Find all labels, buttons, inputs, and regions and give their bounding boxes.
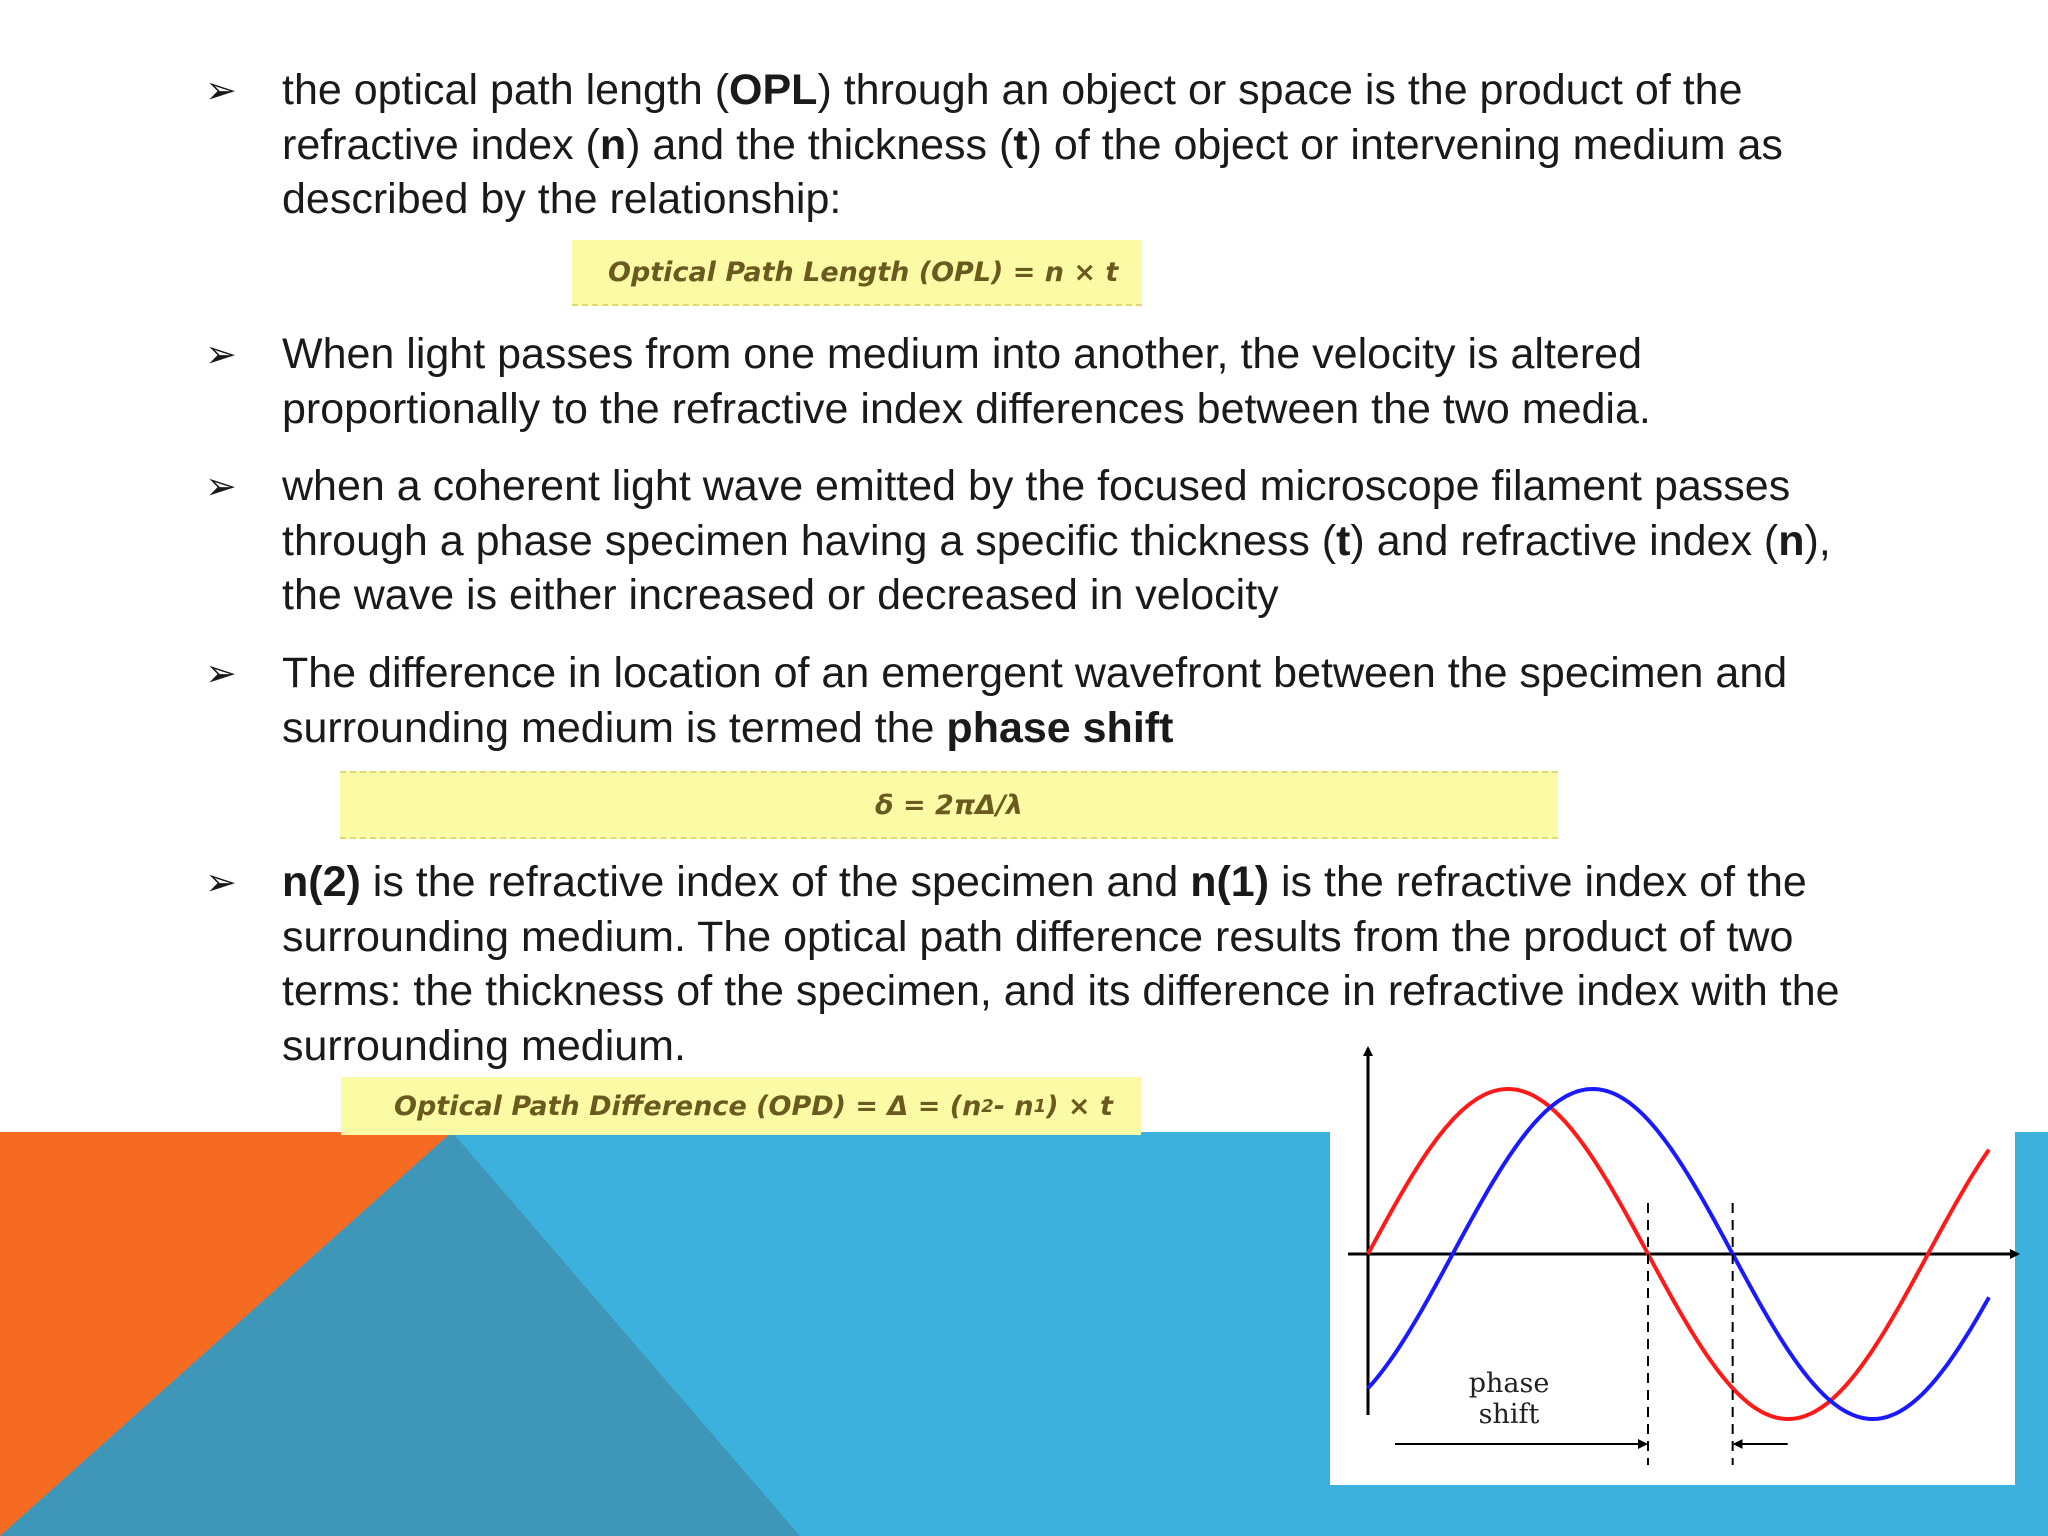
bullet-text-segment: ) and the thickness ( [626,120,1014,169]
bullet-text [282,459,1865,623]
bullet-text-segment: ) of the object or intervening medium as described by the relationship: [282,120,1783,223]
bullet-text-segment: the optical path length ( [282,66,730,114]
phase-shift-label-line2: shift [1478,1399,1540,1430]
bullet-text [282,327,1865,436]
bullet-arrow-icon: ➢ [205,464,237,508]
bullet-text-segment: The difference in location of an emergent wavefront between the specimen and surrounding medium is termed the [282,649,1788,752]
bullet-arrow-icon: ➢ [205,651,237,695]
bullet-text [282,63,1865,227]
phase-shift-label-line1: phase [1468,1368,1550,1399]
bullet-text-segment: ) through an object or space is the product of the refractive index ( [282,66,1743,169]
bullet-text-segment: t [1336,516,1351,565]
bullet-text-segment: When light passes from one medium into another, the velocity is altered proportionally to the refractive index differences between the two media. [282,330,1651,433]
bullet-text-segment: n [599,120,627,169]
bullet-text-segment: is the refractive index of the surrounding medium. The optical path difference results from the product of two terms: the thickness of the specimen, and its difference in refractive index with the surrounding medium. [282,858,1840,1070]
opd-formula-prefix: Optical Path Difference (OPD) = Δ = (n [394,1090,982,1122]
bullet-text-segment: n(2) [282,858,361,906]
bullet-text-segment: t [1013,120,1028,169]
bullet-arrow-icon: ➢ [205,860,237,904]
opd-formula [341,1077,1141,1135]
bullet-text-segment: OPL [729,66,818,114]
bullet-opl-definition [205,63,1865,227]
bullet-text-segment: phase shift [946,703,1174,752]
opd-subscript-1: 1 [1033,1095,1047,1117]
bullet-text-segment: when a coherent light wave emitted by the focused microscope filament passes through a phase specimen having a specific thickness ( [282,462,1791,565]
opd-formula-suffix: ) × t [1046,1090,1113,1122]
bullet-coherent-wave [205,459,1865,623]
bullet-text-segment: ) and refractive index ( [1350,516,1779,565]
phase-shift-formula: δ = 2πΔ/λ [340,771,1558,839]
opl-formula: Optical Path Length (OPL) = n × t [572,240,1142,306]
phase-shift-graph [1320,1030,2020,1490]
opd-subscript-2: 2 [981,1095,994,1117]
bullet-text-segment: n(1) [1190,858,1270,906]
bullet-phase-shift [205,646,1865,755]
bullet-text-segment: is the refractive index of the specimen and [360,858,1191,906]
bullet-text [282,646,1865,755]
bullet-text-segment: ), the wave is either increased or decreased in velocity [282,516,1831,619]
opd-formula-mid: - n [993,1090,1034,1122]
bullet-arrow-icon: ➢ [205,332,237,376]
bullet-arrow-icon: ➢ [205,68,237,112]
bullet-velocity [205,327,1865,436]
bullet-text-segment: n [1778,516,1805,565]
